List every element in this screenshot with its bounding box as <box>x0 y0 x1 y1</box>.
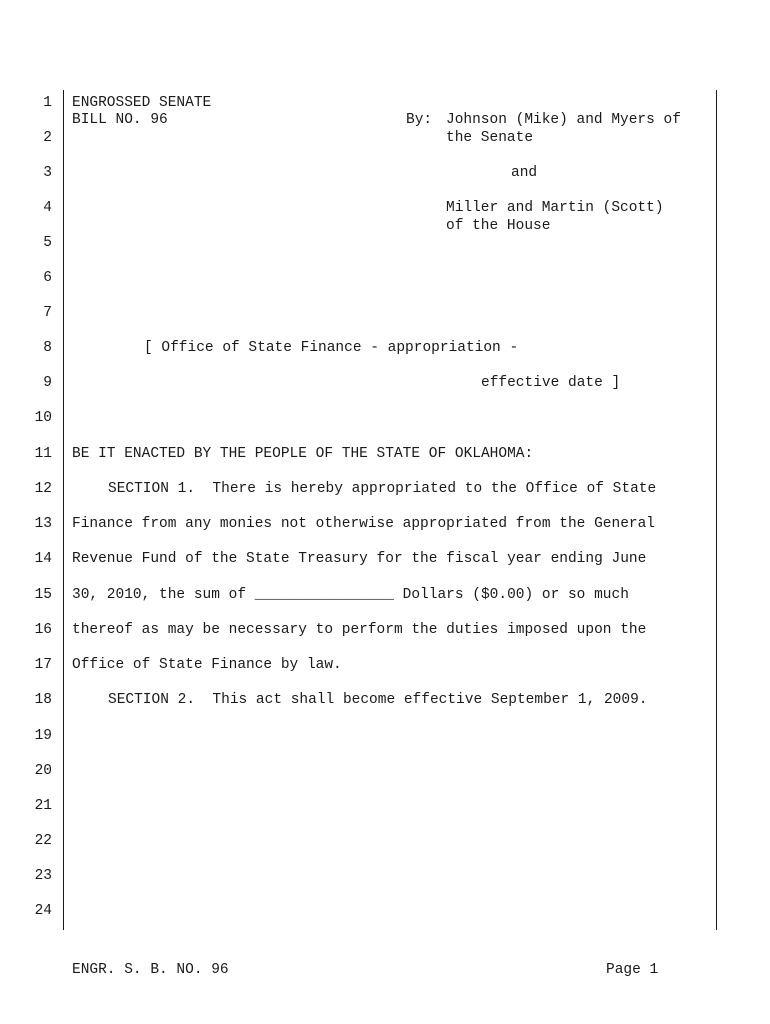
line-number: 6 <box>43 270 52 286</box>
line-number: 24 <box>34 903 52 919</box>
line-number: 11 <box>34 446 52 462</box>
line-number: 2 <box>43 130 52 146</box>
left-margin-rule <box>63 90 64 930</box>
bill-designation: ENGROSSED SENATE <box>72 95 212 111</box>
line-number: 21 <box>34 798 52 814</box>
section1-text: SECTION 1. There is hereby appropriated to the Office of State <box>108 481 657 497</box>
line-number: 7 <box>43 305 52 321</box>
line-number: 15 <box>34 587 52 603</box>
line-number: 5 <box>43 235 52 251</box>
house-authors-chamber: of the House <box>446 218 551 234</box>
enacting-clause: BE IT ENACTED BY THE PEOPLE OF THE STATE OF OKLAHOMA: <box>72 446 534 462</box>
line-number: 23 <box>34 868 52 884</box>
line-number: 20 <box>34 763 52 779</box>
line-number: 19 <box>34 728 52 744</box>
by-label: By: <box>406 112 433 128</box>
line-number: 10 <box>34 410 52 426</box>
line-number: 17 <box>34 657 52 673</box>
section1-text: 30, 2010, the sum of ________________ Dollars ($0.00) or so much <box>72 587 629 603</box>
section1-text: Revenue Fund of the State Treasury for the fiscal year ending June <box>72 551 647 567</box>
line-number: 14 <box>34 551 52 567</box>
bill-number: BILL NO. 96 <box>72 112 168 128</box>
line-number: 12 <box>34 481 52 497</box>
footer-page-number: Page 1 <box>606 962 659 978</box>
senate-authors: Johnson (Mike) and Myers of <box>446 112 681 128</box>
line-number: 22 <box>34 833 52 849</box>
line-number: 4 <box>43 200 52 216</box>
line-number: 3 <box>43 165 52 181</box>
house-authors: Miller and Martin (Scott) <box>446 200 664 216</box>
section1-text: thereof as may be necessary to perform the duties imposed upon the <box>72 622 647 638</box>
section1-text: Finance from any monies not otherwise appropriated from the General <box>72 516 655 532</box>
bill-title-line2: effective date ] <box>481 375 621 391</box>
section2-text: SECTION 2. This act shall become effective September 1, 2009. <box>108 692 648 708</box>
bill-title-line1: [ Office of State Finance - appropriation - <box>144 340 519 356</box>
line-number: 9 <box>43 375 52 391</box>
and-conjunction: and <box>511 165 538 181</box>
senate-authors-chamber: the Senate <box>446 130 534 146</box>
line-number: 13 <box>34 516 52 532</box>
line-number: 8 <box>43 340 52 356</box>
line-number: 18 <box>34 692 52 708</box>
right-margin-rule <box>716 90 717 930</box>
line-number: 16 <box>34 622 52 638</box>
section1-text: Office of State Finance by law. <box>72 657 342 673</box>
line-number: 1 <box>43 95 52 111</box>
footer-bill-id: ENGR. S. B. NO. 96 <box>72 962 229 978</box>
